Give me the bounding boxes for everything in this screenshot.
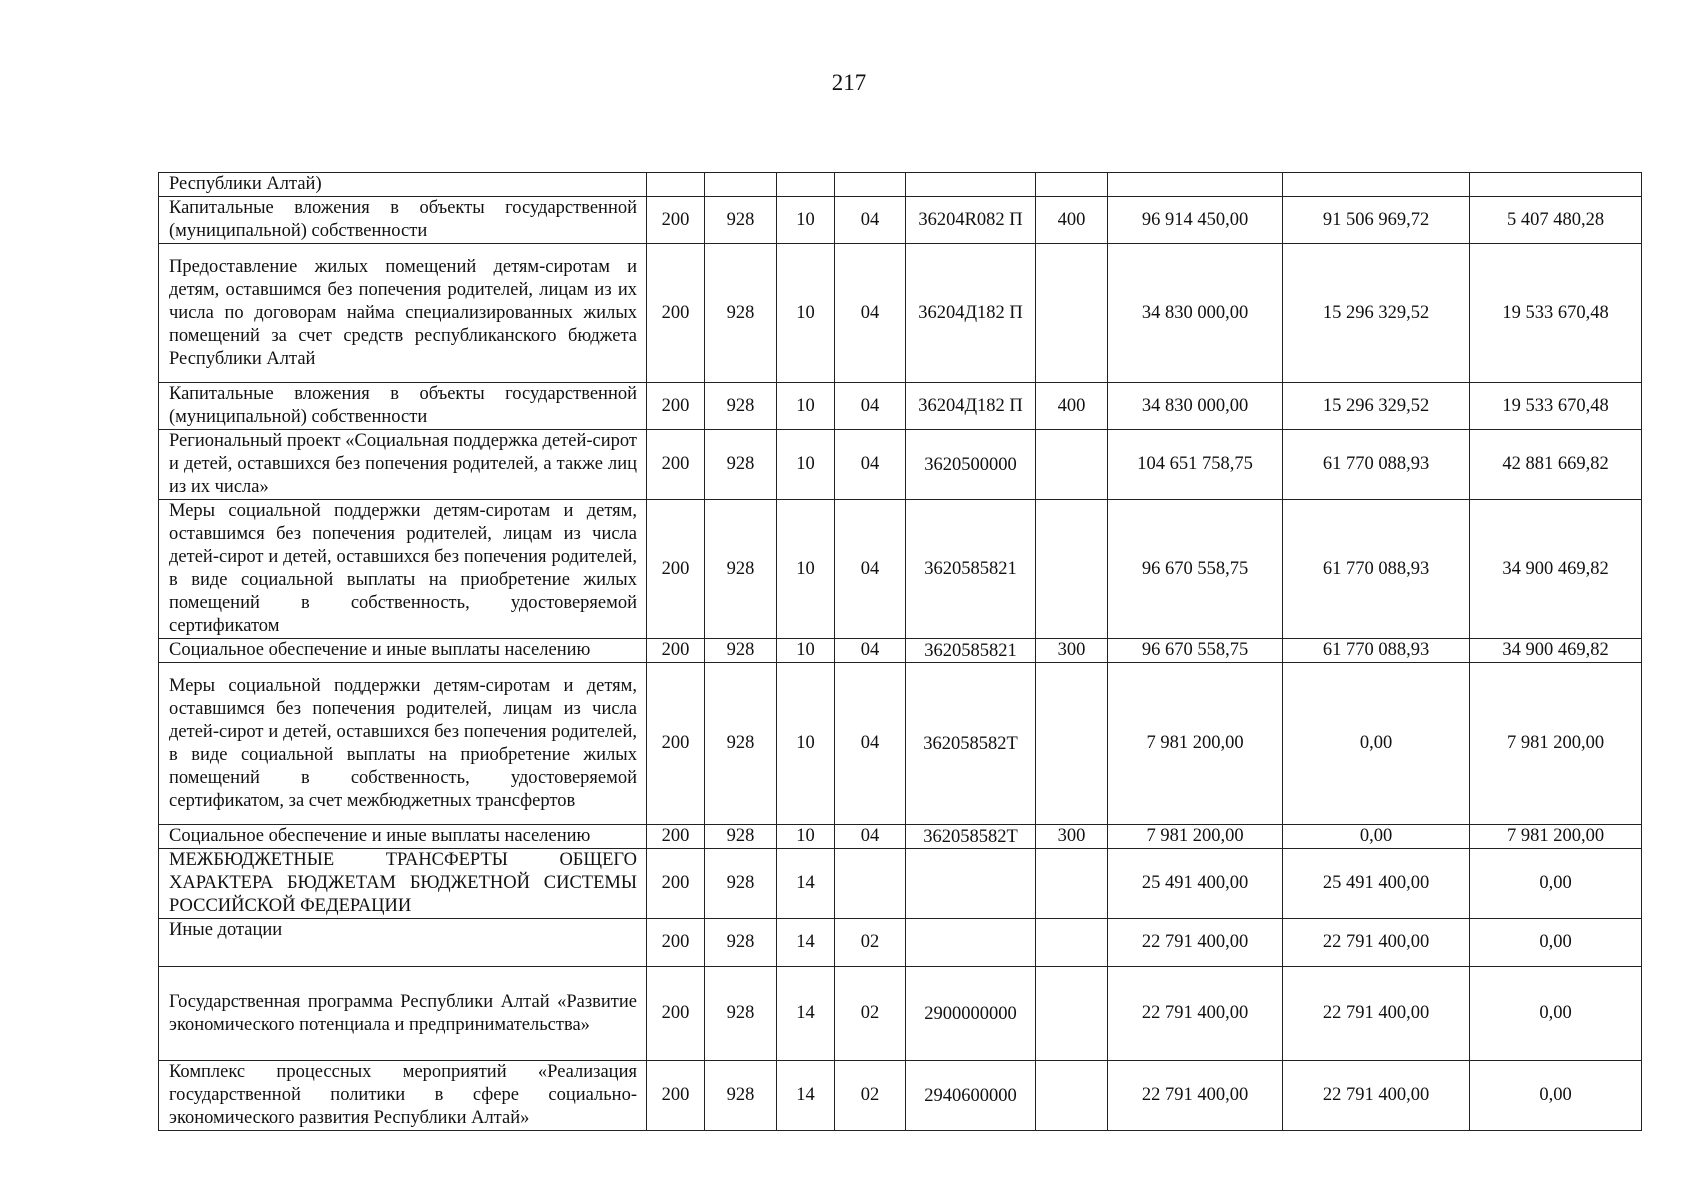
target-article-cell — [906, 919, 1036, 967]
row-name-cell: Социальное обеспечение и иные выплаты населению — [159, 825, 647, 849]
department-code-cell: 928 — [705, 383, 777, 430]
approved-amount-cell: 7 981 200,00 — [1108, 663, 1283, 825]
executed-amount-cell: 25 491 400,00 — [1283, 849, 1470, 919]
remaining-amount-cell: 0,00 — [1470, 967, 1642, 1061]
expense-type-cell — [1036, 500, 1108, 639]
department-code-cell: 928 — [705, 500, 777, 639]
section-code-cell — [647, 173, 705, 197]
expense-type-cell — [1036, 663, 1108, 825]
expense-type-cell: 400 — [1036, 197, 1108, 244]
executed-amount-cell: 15 296 329,52 — [1283, 244, 1470, 383]
table-row — [159, 1061, 1642, 1131]
chapter-code-cell: 10 — [777, 825, 835, 849]
executed-amount-cell: 91 506 969,72 — [1283, 197, 1470, 244]
subsection-code-cell — [835, 173, 906, 197]
department-code-cell: 928 — [705, 663, 777, 825]
section-code-cell: 200 — [647, 639, 705, 663]
section-code-cell: 200 — [647, 430, 705, 500]
row-name-cell: Комплекс процессных мероприятий «Реализация государственной политики в сфере социально-экономического развития Республики Алтай» — [159, 1061, 647, 1131]
table-row — [159, 825, 1642, 849]
department-code-cell: 928 — [705, 197, 777, 244]
department-code-cell: 928 — [705, 430, 777, 500]
chapter-code-cell: 10 — [777, 430, 835, 500]
chapter-code-cell: 10 — [777, 639, 835, 663]
section-code-cell: 200 — [647, 197, 705, 244]
executed-amount-cell: 15 296 329,52 — [1283, 383, 1470, 430]
subsection-code-cell: 02 — [835, 919, 906, 967]
target-article-cell: 3620585821 — [906, 500, 1036, 639]
row-name-cell: Капитальные вложения в объекты государственной (муниципальной) собственности — [159, 197, 647, 244]
section-code-cell: 200 — [647, 825, 705, 849]
remaining-amount-cell: 19 533 670,48 — [1470, 383, 1642, 430]
section-code-cell: 200 — [647, 663, 705, 825]
executed-amount-cell: 61 770 088,93 — [1283, 639, 1470, 663]
remaining-amount-cell: 0,00 — [1470, 1061, 1642, 1131]
table-row — [159, 383, 1642, 430]
section-code-cell: 200 — [647, 919, 705, 967]
target-article-cell: 2900000000 — [906, 967, 1036, 1061]
row-name-cell: Региональный проект «Социальная поддержка детей-сирот и детей, оставшихся без попечения родителей, а также лиц из их числа» — [159, 430, 647, 500]
approved-amount-cell: 34 830 000,00 — [1108, 244, 1283, 383]
section-code-cell: 200 — [647, 849, 705, 919]
executed-amount-cell: 22 791 400,00 — [1283, 1061, 1470, 1131]
approved-amount-cell: 22 791 400,00 — [1108, 1061, 1283, 1131]
subsection-code-cell: 04 — [835, 244, 906, 383]
target-article-cell: 3620585821 — [906, 639, 1036, 663]
row-name-cell: Иные дотации — [159, 919, 647, 967]
target-article-cell: 362058582Т — [906, 825, 1036, 849]
row-name-cell: МЕЖБЮДЖЕТНЫЕ ТРАНСФЕРТЫ ОБЩЕГО ХАРАКТЕРА БЮДЖЕТАМ БЮДЖЕТНОЙ СИСТЕМЫ РОССИЙСКОЙ ФЕДЕРАЦИИ — [159, 849, 647, 919]
table-row — [159, 500, 1642, 639]
expense-type-cell — [1036, 244, 1108, 383]
subsection-code-cell: 04 — [835, 639, 906, 663]
expense-type-cell — [1036, 967, 1108, 1061]
approved-amount-cell — [1108, 173, 1283, 197]
expense-type-cell — [1036, 430, 1108, 500]
approved-amount-cell: 25 491 400,00 — [1108, 849, 1283, 919]
section-code-cell: 200 — [647, 1061, 705, 1131]
subsection-code-cell: 02 — [835, 1061, 906, 1131]
row-name-cell: Капитальные вложения в объекты государственной (муниципальной) собственности — [159, 383, 647, 430]
approved-amount-cell: 96 670 558,75 — [1108, 639, 1283, 663]
remaining-amount-cell: 0,00 — [1470, 919, 1642, 967]
subsection-code-cell: 04 — [835, 663, 906, 825]
executed-amount-cell: 22 791 400,00 — [1283, 967, 1470, 1061]
remaining-amount-cell: 5 407 480,28 — [1470, 197, 1642, 244]
expense-type-cell — [1036, 919, 1108, 967]
target-article-cell: 362058582Т — [906, 663, 1036, 825]
department-code-cell: 928 — [705, 849, 777, 919]
target-article-cell — [906, 849, 1036, 919]
department-code-cell: 928 — [705, 919, 777, 967]
remaining-amount-cell: 19 533 670,48 — [1470, 244, 1642, 383]
approved-amount-cell: 22 791 400,00 — [1108, 967, 1283, 1061]
subsection-code-cell: 04 — [835, 383, 906, 430]
executed-amount-cell: 22 791 400,00 — [1283, 919, 1470, 967]
department-code-cell: 928 — [705, 825, 777, 849]
section-code-cell: 200 — [647, 500, 705, 639]
chapter-code-cell: 10 — [777, 197, 835, 244]
row-name-cell: Меры социальной поддержки детям-сиротам и детям, оставшимся без попечения родителей, лицам из числа детей-сирот и детей, оставшихся без попечения родителей, в виде социальной выплаты на приобретение жилых помещений в собственность, удостоверяемой сертификатом, за счет межбюджетных трансфертов — [159, 663, 647, 825]
table-row — [159, 967, 1642, 1061]
table-row — [159, 639, 1642, 663]
target-article-cell: 36204Д182 П — [906, 383, 1036, 430]
remaining-amount-cell: 0,00 — [1470, 849, 1642, 919]
executed-amount-cell: 0,00 — [1283, 825, 1470, 849]
chapter-code-cell: 10 — [777, 383, 835, 430]
target-article-cell: 3620500000 — [906, 430, 1036, 500]
approved-amount-cell: 96 914 450,00 — [1108, 197, 1283, 244]
target-article-cell: 36204R082 П — [906, 197, 1036, 244]
row-name-cell: Меры социальной поддержки детям-сиротам и детям, оставшимся без попечения родителей, лицам из числа детей-сирот и детей, оставшихся без попечения родителей, в виде социальной выплаты на приобретение жилых помещений в собственность, удостоверяемой сертификатом — [159, 500, 647, 639]
section-code-cell: 200 — [647, 383, 705, 430]
page-number: 217 — [831, 70, 867, 95]
approved-amount-cell: 7 981 200,00 — [1108, 825, 1283, 849]
executed-amount-cell: 61 770 088,93 — [1283, 500, 1470, 639]
table-row — [159, 663, 1642, 825]
chapter-code-cell — [777, 173, 835, 197]
section-code-cell: 200 — [647, 244, 705, 383]
subsection-code-cell — [835, 849, 906, 919]
department-code-cell: 928 — [705, 1061, 777, 1131]
approved-amount-cell: 22 791 400,00 — [1108, 919, 1283, 967]
department-code-cell: 928 — [705, 244, 777, 383]
target-article-cell — [906, 173, 1036, 197]
remaining-amount-cell: 7 981 200,00 — [1470, 663, 1642, 825]
row-name-cell: Государственная программа Республики Алтай «Развитие экономического потенциала и предпринимательства» — [159, 967, 647, 1061]
executed-amount-cell — [1283, 173, 1470, 197]
row-name-cell: Республики Алтай) — [159, 173, 647, 197]
section-code-cell: 200 — [647, 967, 705, 1061]
expense-type-cell — [1036, 1061, 1108, 1131]
department-code-cell: 928 — [705, 639, 777, 663]
remaining-amount-cell: 42 881 669,82 — [1470, 430, 1642, 500]
row-name-cell: Социальное обеспечение и иные выплаты населению — [159, 639, 647, 663]
approved-amount-cell: 96 670 558,75 — [1108, 500, 1283, 639]
subsection-code-cell: 04 — [835, 430, 906, 500]
chapter-code-cell: 14 — [777, 967, 835, 1061]
target-article-cell: 2940600000 — [906, 1061, 1036, 1131]
expense-type-cell — [1036, 173, 1108, 197]
executed-amount-cell: 61 770 088,93 — [1283, 430, 1470, 500]
remaining-amount-cell: 34 900 469,82 — [1470, 500, 1642, 639]
department-code-cell: 928 — [705, 967, 777, 1061]
subsection-code-cell: 04 — [835, 825, 906, 849]
approved-amount-cell: 104 651 758,75 — [1108, 430, 1283, 500]
table-row — [159, 919, 1642, 967]
subsection-code-cell: 02 — [835, 967, 906, 1061]
expense-type-cell — [1036, 849, 1108, 919]
chapter-code-cell: 10 — [777, 663, 835, 825]
table-row — [159, 197, 1642, 244]
subsection-code-cell: 04 — [835, 197, 906, 244]
budget-table — [158, 172, 1642, 1131]
remaining-amount-cell — [1470, 173, 1642, 197]
target-article-cell: 36204Д182 П — [906, 244, 1036, 383]
table-body — [159, 173, 1642, 1131]
remaining-amount-cell: 34 900 469,82 — [1470, 639, 1642, 663]
executed-amount-cell: 0,00 — [1283, 663, 1470, 825]
remaining-amount-cell: 7 981 200,00 — [1470, 825, 1642, 849]
chapter-code-cell: 14 — [777, 919, 835, 967]
table-row — [159, 244, 1642, 383]
table-row — [159, 173, 1642, 197]
table-row — [159, 849, 1642, 919]
chapter-code-cell: 14 — [777, 849, 835, 919]
subsection-code-cell: 04 — [835, 500, 906, 639]
expense-type-cell: 300 — [1036, 825, 1108, 849]
table-row — [159, 430, 1642, 500]
department-code-cell — [705, 173, 777, 197]
chapter-code-cell: 10 — [777, 500, 835, 639]
chapter-code-cell: 10 — [777, 244, 835, 383]
expense-type-cell: 300 — [1036, 639, 1108, 663]
expense-type-cell: 400 — [1036, 383, 1108, 430]
row-name-cell: Предоставление жилых помещений детям-сиротам и детям, оставшимся без попечения родителей, лицам из их числа по договорам найма специализированных жилых помещений за счет средств республиканского бюджета Республики Алтай — [159, 244, 647, 383]
approved-amount-cell: 34 830 000,00 — [1108, 383, 1283, 430]
chapter-code-cell: 14 — [777, 1061, 835, 1131]
